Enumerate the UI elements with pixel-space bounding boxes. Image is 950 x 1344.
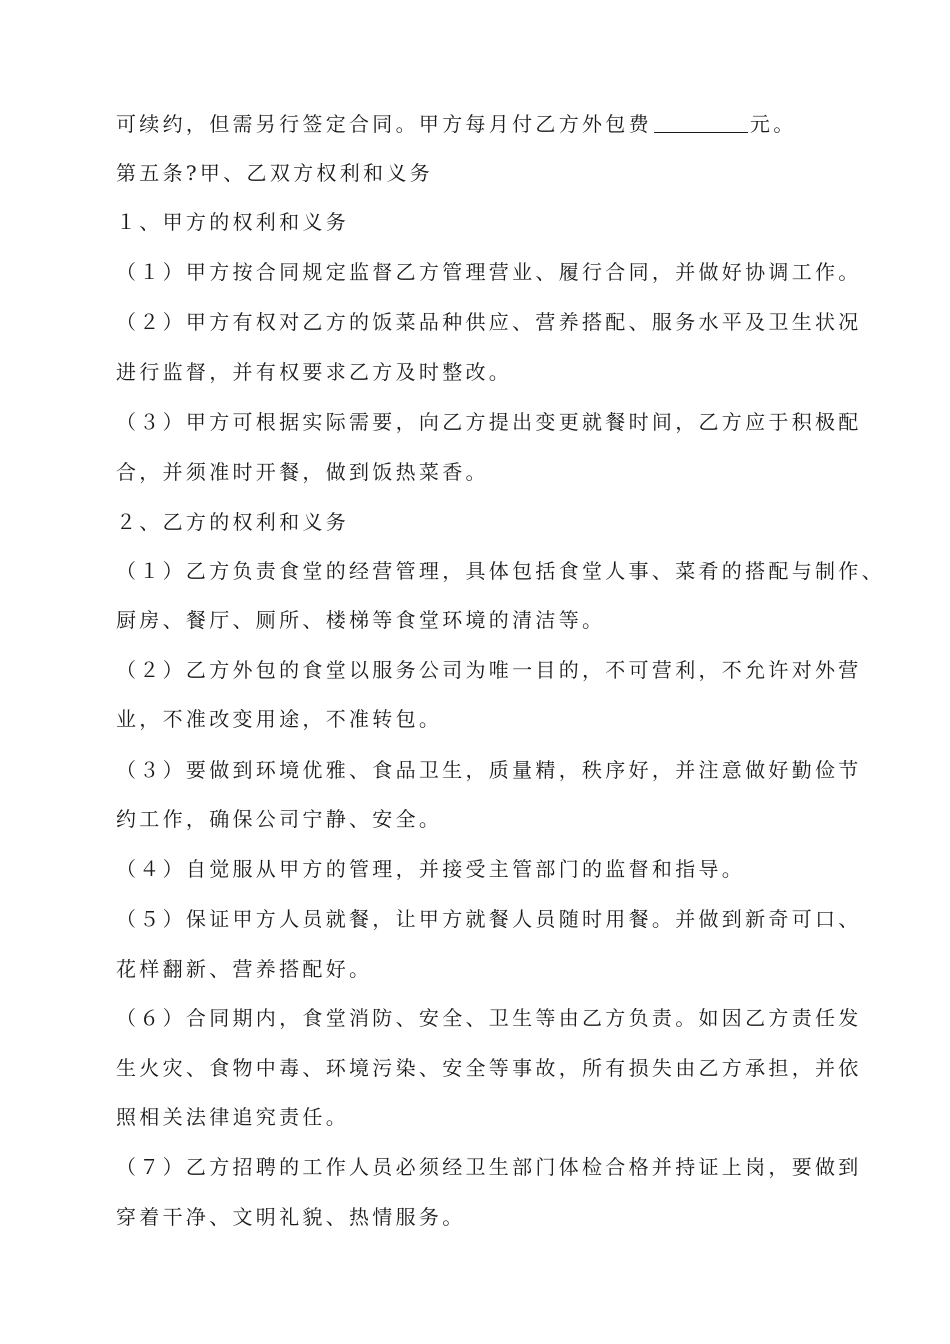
- paragraph-line: （２）乙方外包的食堂以服务公司为唯一目的，不可营利，不允许对外营: [116, 658, 862, 682]
- paragraph-line: 穿着干净、文明礼貌、热情服务。: [116, 1205, 466, 1229]
- paragraph-line: （４）自觉服从甲方的管理，并接受主管部门的监督和指导。: [116, 857, 746, 881]
- article-five-heading: 第五条?甲、乙双方权利和义务: [116, 161, 433, 185]
- fee-text-suffix: 元。: [749, 112, 797, 136]
- paragraph-line: 花样翻新、营养搭配好。: [116, 957, 373, 981]
- section-two-heading: ２、乙方的权利和义务: [116, 510, 349, 534]
- paragraph-line: 约工作，确保公司宁静、安全。: [116, 807, 443, 831]
- paragraph-line: （７）乙方招聘的工作人员必须经卫生部门体检合格并持证上岗，要做到: [116, 1155, 862, 1179]
- paragraph-line: 合，并须准时开餐，做到饭热菜香。: [116, 460, 489, 484]
- paragraph-line: （５）保证甲方人员就餐，让甲方就餐人员随时用餐。并做到新奇可口、: [116, 907, 862, 931]
- paragraph-line: （２）甲方有权对乙方的饭菜品种供应、营养搭配、服务水平及卫生状况: [116, 310, 862, 334]
- contract-line-fee: [116, 110, 797, 138]
- fee-amount-blank: [654, 112, 748, 133]
- paragraph-line: 照相关法律追究责任。: [116, 1105, 349, 1129]
- paragraph-line: （１）乙方负责食堂的经营管理，具体包括食堂人事、菜肴的搭配与制作、: [116, 559, 885, 583]
- paragraph-line: 生火灾、食物中毒、环境污染、安全等事故，所有损失由乙方承担，并依: [116, 1056, 862, 1080]
- fee-text-prefix: 可续约，但需另行签定合同。甲方每月付乙方外包费: [116, 112, 652, 136]
- paragraph-line: 厨房、餐厅、厕所、楼梯等食堂环境的清洁等。: [116, 608, 606, 632]
- paragraph-line: 进行监督，并有权要求乙方及时整改。: [116, 360, 513, 384]
- section-one-heading: １、甲方的权利和义务: [116, 210, 349, 234]
- paragraph-line: （３）甲方可根据实际需要，向乙方提出变更就餐时间，乙方应于积极配: [116, 410, 862, 434]
- paragraph-line: （１）甲方按合同规定监督乙方管理营业、履行合同，并做好协调工作。: [116, 260, 862, 284]
- paragraph-line: （６）合同期内，食堂消防、安全、卫生等由乙方负责。如因乙方责任发: [116, 1006, 862, 1030]
- paragraph-line: 业，不准改变用途，不准转包。: [116, 707, 443, 731]
- paragraph-line: （３）要做到环境优雅、食品卫生，质量精，秩序好，并注意做好勤俭节: [116, 758, 862, 782]
